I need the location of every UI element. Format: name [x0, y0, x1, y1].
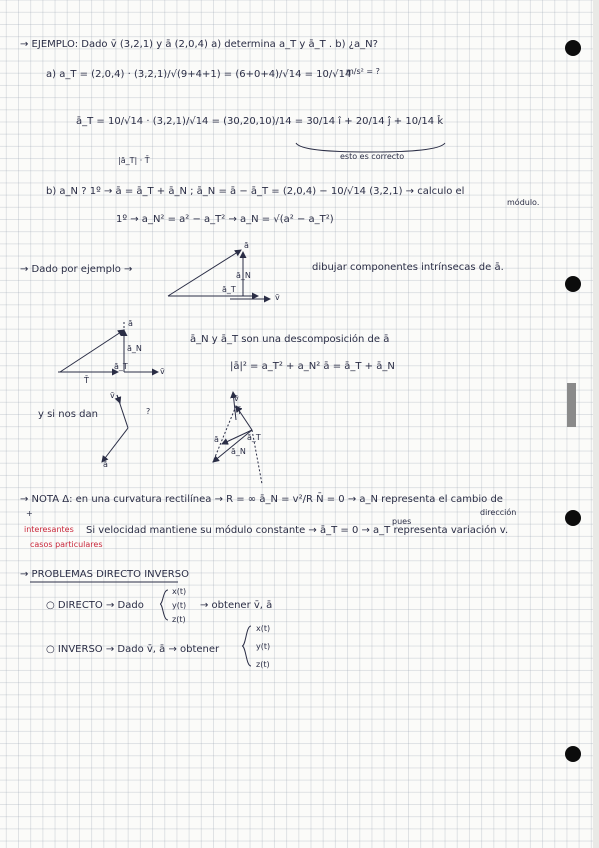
magnitude-relation: |ā|² = a_T² + a_N² ā = ā_T + ā_N [230, 361, 395, 372]
label-v-3: v̄ [110, 391, 115, 400]
label-v-2: v̄ [160, 367, 165, 376]
at-vector-calc: ā_T = 10/√14 · (3,2,1)/√14 = (30,20,10)/14 = 30/14 î + 20/14 ĵ + 10/14 k̂ [76, 116, 444, 127]
decomposition-note: ā_N y ā_T son una descomposición de ā [190, 334, 390, 345]
label-at-2: ā_T [114, 362, 128, 371]
pues-note: pues [392, 517, 412, 526]
direct-obtain: → obtener v̄, ā [200, 600, 273, 611]
label-v-4: v̄ [234, 394, 239, 403]
label-a-2: ā [128, 319, 133, 328]
label-v-1: v̄ [275, 293, 280, 302]
brace-directo [160, 590, 168, 620]
if-given: y si nos dan [38, 409, 98, 420]
plus-mark: + [26, 509, 33, 518]
nota-curvature: → NOTA Δ: en una curvatura rectilínea → R = ∞ ā_N = v²/R N̄ = 0 → a_N representa el cambio de [20, 494, 503, 505]
directo-y: y(t) [172, 601, 187, 610]
interesting-label: interesantes [24, 525, 74, 534]
an-formula: 1º → a_N² = a² − a_T² → a_N = √(a² − a_T²) [116, 214, 334, 225]
example-intro: → Dado por ejemplo → [20, 264, 133, 275]
modulo-note: módulo. [507, 198, 540, 207]
directo-x: x(t) [172, 587, 187, 596]
at-scalar-calc: a) a_T = (2,0,4) · (3,2,1)/√(9+4+1) = (6+0+4)/√14 = 10/√14 [46, 69, 352, 80]
draw-components: dibujar componentes intrínsecas de ā. [312, 262, 504, 273]
label-t-2: T̄ [84, 376, 89, 385]
inverso-x: x(t) [256, 624, 271, 633]
special-cases-label: casos particulares [30, 540, 103, 549]
label-a-3: ā [103, 460, 108, 469]
inverse-problem: ○ INVERSO → Dado v̄, ā → obtener [46, 644, 220, 655]
an-question: b) a_N ? 1º → ā = ā_T + ā_N ; ā_N = ā − ā_T = (2,0,4) − 10/√14 (3,2,1) → calculo el [46, 186, 465, 197]
label-an-1: ā_N [236, 271, 251, 280]
label-at-4: ā_T [247, 433, 261, 442]
directo-z: z(t) [172, 615, 186, 624]
inverso-z: z(t) [256, 660, 270, 669]
correct-note: esto es correcto [340, 152, 405, 161]
label-a-1: ā [244, 241, 249, 250]
label-an-2: ā_N [127, 344, 142, 353]
label-t-4: T̄ [237, 407, 242, 416]
direct-problem: ○ DIRECTO → Dado [46, 600, 144, 611]
constant-speed-note: Si velocidad mantiene su módulo constante → ā_T = 0 → a_T representa variación v. [86, 525, 509, 536]
vector-a-3 [102, 428, 128, 462]
at-magnitude-note: |ā_T| · T̄ [118, 156, 150, 165]
brace-inverso [242, 626, 251, 666]
label-at-1: ā_T [222, 285, 236, 294]
direction-note: dirección [480, 508, 517, 517]
example-statement: → EJEMPLO: Dado v̄ (3,2,1) y ā (2,0,4) a) determina a_T y ā_T . b) ¿a_N? [20, 39, 378, 50]
problems-heading: → PROBLEMAS DIRECTO INVERSO [20, 569, 189, 580]
label-question: ? [146, 407, 151, 416]
correct-bracket [296, 143, 445, 152]
label-a-4: ā [214, 435, 219, 444]
label-an-4: ā_N [231, 447, 246, 456]
at-units: m/s² = ? [346, 67, 380, 76]
inverso-y: y(t) [256, 642, 271, 651]
